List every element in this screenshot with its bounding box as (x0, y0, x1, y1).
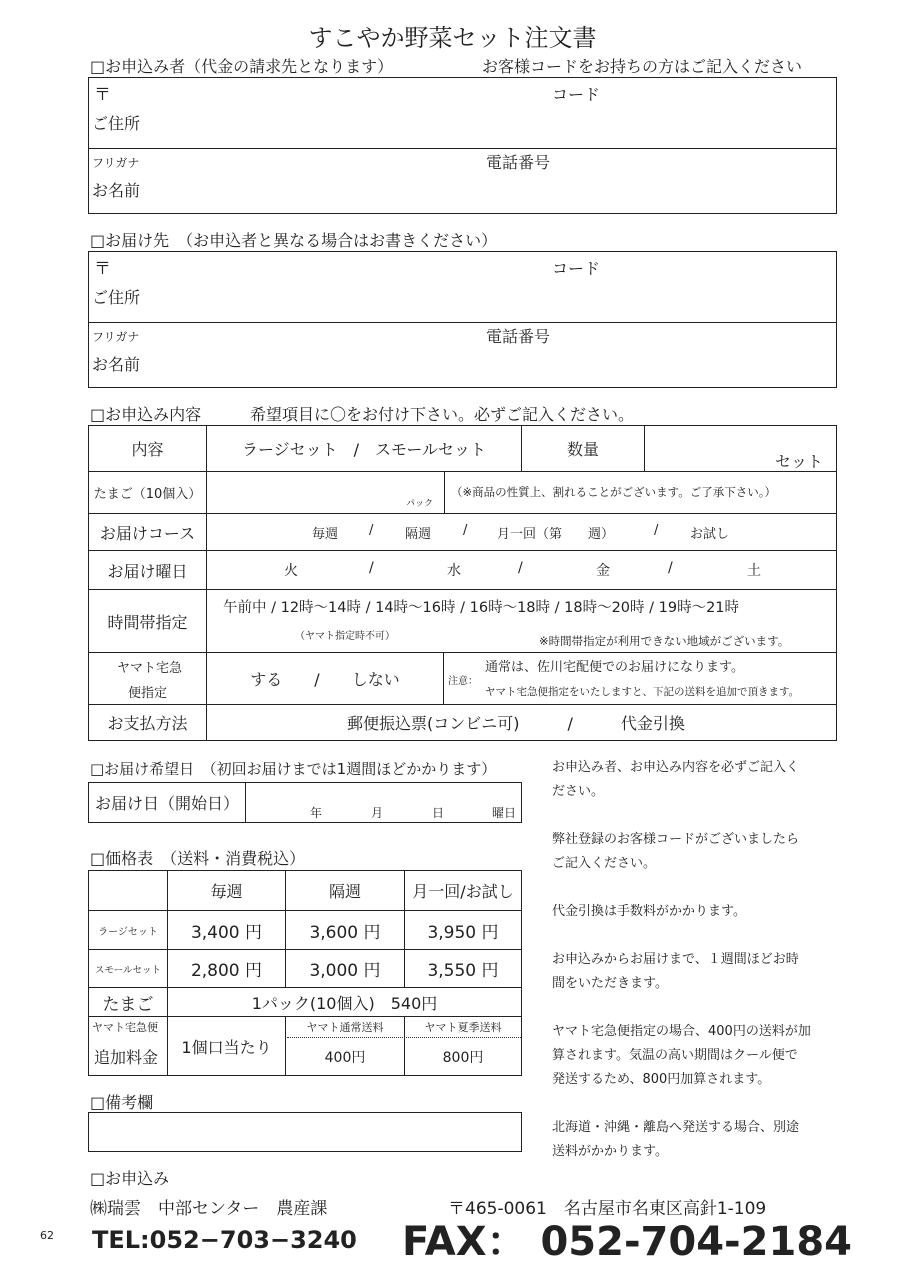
note-item: ヤマト宅急便指定の場合、400円の送料が加 算されます。気温の高い期間はクール便で 発送するため、800円加算されます。 (552, 1024, 811, 1087)
price-row-large-label: ラージセット (98, 926, 158, 938)
remarks-field[interactable] (88, 1112, 522, 1152)
day-tue[interactable]: 火 (284, 563, 298, 579)
price-col-weekly: 毎週 (210, 882, 243, 901)
day-fri[interactable]: 金 (596, 563, 610, 579)
price-yamato-summer-label: ヤマト夏季送料 (424, 1021, 502, 1034)
course-slash: / (369, 523, 374, 538)
dest-address-field[interactable] (149, 274, 529, 318)
note-item: お申込み者、お申込み内容を必ずご記入く ださい。 (552, 760, 800, 799)
price-egg-label: たまご (102, 994, 154, 1015)
payment-options[interactable]: 郵便振込票(コンビニ可) / 代金引換 (347, 714, 685, 733)
delivery-dest-box (88, 251, 837, 388)
day-label: お届け曜日 (107, 561, 188, 581)
set-options[interactable]: ラージセット / スモールセット (241, 440, 487, 459)
time-yamato-sub: （ヤマト指定時不可） (295, 631, 395, 642)
course-slash: / (654, 523, 659, 538)
applicant-code-note: お客様コードをお持ちの方はご記入ください (482, 57, 803, 76)
note-item: お申込みからお届けまで、１週間ほどお時 間をいただきます。 (552, 952, 799, 991)
desired-date-label: お届け日（開始日） (94, 794, 239, 813)
yamato-label-2: 便指定 (128, 686, 168, 701)
set-unit: セット (775, 452, 824, 471)
applicant-phone-label: 電話番号 (486, 153, 551, 172)
dest-code-label: コード (552, 259, 601, 278)
dest-phone-label: 電話番号 (486, 327, 551, 346)
fax-number: FAX： 052-704-2184 (402, 1219, 852, 1265)
course-monthly[interactable]: 月一回（第 週） (497, 527, 615, 542)
dest-code-field[interactable] (609, 254, 829, 314)
dest-postal-mark: 〒 (94, 259, 111, 279)
applicant-furigana-label: フリガナ (92, 156, 140, 170)
applicant-address-label: ご住所 (92, 114, 141, 133)
date-month: 月 (371, 806, 384, 820)
price-large-weekly: 3,400 円 (190, 922, 263, 943)
time-options[interactable]: 午前中 / 12時〜14時 / 14時〜16時 / 16時〜18時 / 18時〜20時 / 19時〜21時 (223, 600, 740, 616)
day-slash: / (668, 560, 673, 576)
delivery-dest-heading: □お届け先 （お申込者と異なる場合はお書きください） (90, 231, 498, 250)
notes-panel (552, 756, 852, 1164)
egg-quantity-field[interactable] (209, 474, 409, 511)
price-per-unit: 1個口当たり (181, 1037, 272, 1057)
day-slash: / (369, 560, 374, 576)
dest-name-label: お名前 (92, 355, 141, 374)
page-title: すこやか野菜セット注文書 (308, 24, 597, 52)
order-table (88, 425, 837, 741)
dest-name-field[interactable] (149, 342, 469, 382)
applicant-postal-mark: 〒 (94, 85, 111, 105)
remarks-heading: □備考欄 (90, 1093, 154, 1112)
egg-note: （※商品の性質上、割れることがございます。ご了承下さい。） (451, 485, 776, 499)
note-item: 弊社登録のお客様コードがございましたら ご記入ください。 (552, 832, 800, 871)
price-small-weekly: 2,800 円 (190, 961, 263, 981)
date-weekday: 曜日 (492, 806, 517, 820)
time-note: ※時間帯指定が利用できない地域がございます。 (539, 634, 790, 648)
apply-heading: □お申込み (90, 1169, 170, 1188)
company-address: 〒465-0061 名古屋市名東区高針1-109 (448, 1199, 767, 1219)
dest-address-label: ご住所 (92, 288, 141, 307)
yamato-note-2: ヤマト宅急便指定をいたしますと、下記の送料を追加で頂きます。 (485, 686, 800, 698)
price-small-biweekly: 3,000 円 (309, 961, 381, 981)
content-label: 内容 (131, 440, 164, 459)
note-item: 代金引換は手数料がかかります。 (552, 904, 746, 919)
price-table-heading: □価格表 （送料・消費税込） (90, 849, 306, 868)
applicant-code-field[interactable] (609, 80, 829, 140)
egg-unit: パック (406, 499, 434, 509)
applicant-name-label: お名前 (92, 181, 141, 200)
tel-number: TEL:052−703−3240 (92, 1226, 357, 1254)
yamato-options[interactable]: する / しない (250, 670, 400, 689)
desired-date-field[interactable] (249, 785, 519, 820)
desired-date-box (88, 782, 522, 823)
yamato-note-1: 通常は、佐川宅配便でのお届けになります。 (485, 660, 744, 675)
desired-date-heading: □お届け希望日 （初回お届けまでは1週間ほどかかります） (90, 760, 497, 778)
page-number: 62 (40, 1229, 54, 1242)
applicant-name-field[interactable] (149, 168, 469, 208)
time-label: 時間帯指定 (107, 612, 188, 632)
yamato-note-label: 注意： (448, 676, 478, 687)
yamato-label-1: ヤマト宅急 (117, 661, 183, 676)
price-yamato-normal-label: ヤマト通常送料 (306, 1021, 384, 1034)
date-day: 日 (432, 806, 445, 820)
egg-label: たまご（10個入） (93, 487, 202, 502)
price-large-monthly: 3,950 円 (427, 922, 499, 943)
price-yamato-normal-value: 400円 (324, 1050, 366, 1066)
applicant-box (88, 77, 837, 214)
price-table (88, 870, 522, 1076)
applicant-code-label: コード (552, 85, 601, 104)
price-row-small-label: スモールセット (95, 964, 161, 976)
company-name: ㈱瑞雲 中部センター 農産課 (90, 1199, 328, 1219)
payment-label: お支払方法 (107, 714, 188, 733)
quantity-label: 数量 (566, 440, 599, 459)
price-small-monthly: 3,550 円 (427, 961, 499, 981)
quantity-field[interactable] (649, 429, 769, 469)
course-biweekly[interactable]: 隔週 (405, 527, 432, 542)
applicant-address-field[interactable] (149, 100, 529, 144)
price-yamato-label-2: 追加料金 (94, 1048, 159, 1067)
applicant-phone-field[interactable] (559, 168, 829, 208)
price-egg-value: 1パック(10個入) 540円 (251, 993, 438, 1013)
dest-phone-field[interactable] (559, 342, 829, 382)
day-sat[interactable]: 土 (747, 563, 761, 579)
price-col-monthly: 月一回/お試し (412, 882, 514, 901)
date-year: 年 (310, 806, 323, 820)
order-instruction: 希望項目に〇をお付け下さい。必ずご記入ください。 (250, 405, 635, 424)
price-yamato-label-1: ヤマト宅急便 (92, 1021, 158, 1034)
price-large-biweekly: 3,600 円 (309, 922, 381, 943)
price-yamato-summer-value: 800円 (442, 1050, 484, 1066)
course-slash: / (463, 523, 468, 538)
course-label: お届けコース (99, 523, 196, 543)
note-item: 北海道・沖縄・離島へ発送する場合、別途 送料がかかります。 (552, 1120, 800, 1159)
course-weekly[interactable]: 毎週 (312, 527, 339, 542)
dest-furigana-label: フリガナ (92, 330, 140, 344)
day-wed[interactable]: 水 (447, 563, 461, 579)
day-slash: / (518, 560, 523, 576)
course-trial[interactable]: お試し (690, 527, 730, 542)
applicant-heading: □お申込み者（代金の請求先となります） (90, 57, 394, 76)
order-heading: □お申込み内容 (90, 405, 202, 424)
price-col-biweekly: 隔週 (328, 882, 361, 901)
